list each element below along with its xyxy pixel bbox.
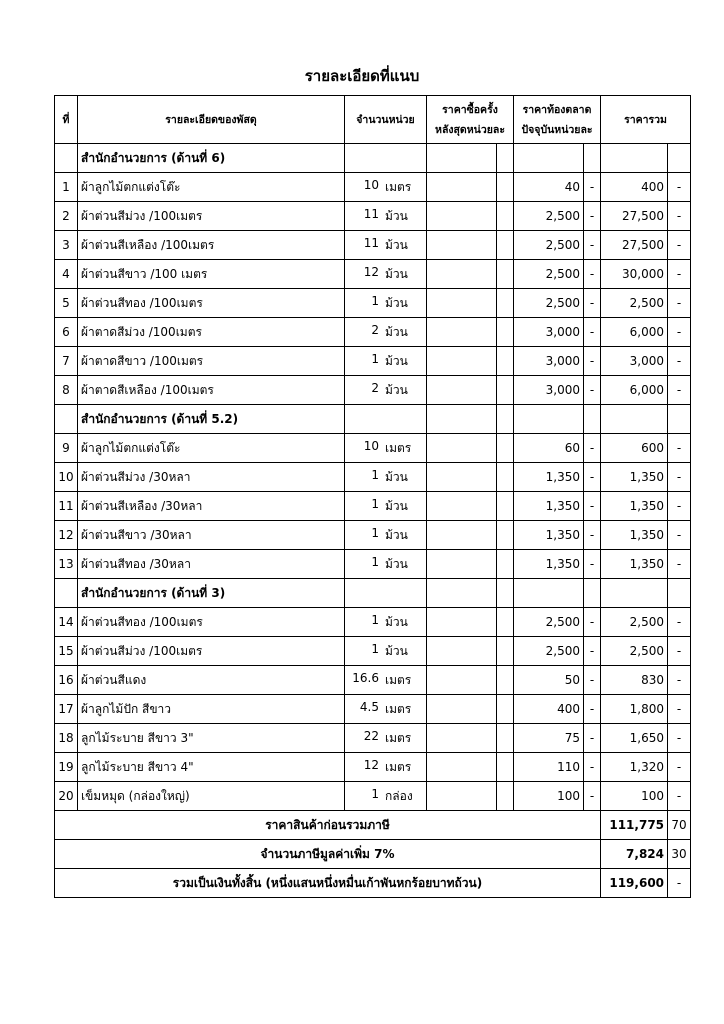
item-description: ผ้าต่วนสีม่วง /100เมตร xyxy=(78,202,345,231)
item-market-price: 110 xyxy=(514,753,584,782)
item-last-price-decimal xyxy=(497,463,514,492)
item-last-price xyxy=(427,347,497,376)
item-total-decimal: - xyxy=(668,347,691,376)
item-total-decimal: - xyxy=(668,608,691,637)
item-last-price xyxy=(427,173,497,202)
item-total: 1,350 xyxy=(601,521,668,550)
item-total: 27,500 xyxy=(601,202,668,231)
item-quantity: 1 xyxy=(371,641,379,656)
item-description: ผ้าต่วนสีขาว /30หลา xyxy=(78,521,345,550)
table-row xyxy=(55,463,691,492)
subtotal-amount: 111,775 xyxy=(601,811,668,840)
vat-label: จำนวนภาษีมูลค่าเพิ่ม 7% xyxy=(55,840,601,869)
header-last-price-line2: หลังสุดหน่วยละ xyxy=(435,123,505,136)
item-total: 830 xyxy=(601,666,668,695)
item-market-price: 1,350 xyxy=(514,550,584,579)
item-quantity-cell xyxy=(345,782,427,811)
section-row xyxy=(55,405,691,434)
table-body xyxy=(55,144,691,811)
item-unit: ม้วน xyxy=(385,498,408,513)
item-unit: เมตร xyxy=(385,672,412,687)
item-quantity-cell xyxy=(345,434,427,463)
item-quantity: 1 xyxy=(371,351,379,366)
item-last-price xyxy=(427,202,497,231)
subtotal-decimal: 70 xyxy=(668,811,691,840)
header-last-price xyxy=(427,96,514,144)
item-no: 7 xyxy=(55,347,78,376)
item-unit: ม้วน xyxy=(385,324,408,339)
item-quantity: 11 xyxy=(363,206,379,221)
item-last-price-decimal xyxy=(497,289,514,318)
item-quantity-cell xyxy=(345,666,427,695)
item-no: 20 xyxy=(55,782,78,811)
item-total-decimal: - xyxy=(668,753,691,782)
item-quantity: 11 xyxy=(363,235,379,250)
table-row xyxy=(55,753,691,782)
item-market-price: 40 xyxy=(514,173,584,202)
header-market-price xyxy=(514,96,601,144)
table-row xyxy=(55,695,691,724)
item-quantity: 1 xyxy=(371,293,379,308)
item-no: 17 xyxy=(55,695,78,724)
item-quantity: 22 xyxy=(363,728,379,743)
item-unit: ม้วน xyxy=(385,208,408,223)
item-last-price-decimal xyxy=(497,666,514,695)
item-description: ผ้าลูกไม้ตกแต่งโต๊ะ xyxy=(78,434,345,463)
item-description: ผ้าตาดสีขาว /100เมตร xyxy=(78,347,345,376)
item-total-decimal: - xyxy=(668,637,691,666)
item-market-price: 2,500 xyxy=(514,637,584,666)
item-last-price xyxy=(427,318,497,347)
item-no: 14 xyxy=(55,608,78,637)
item-description: ผ้าต่วนสีทอง /30หลา xyxy=(78,550,345,579)
item-quantity: 1 xyxy=(371,525,379,540)
item-no: 4 xyxy=(55,260,78,289)
table-row xyxy=(55,666,691,695)
item-market-price: 2,500 xyxy=(514,231,584,260)
table-row xyxy=(55,492,691,521)
table-row xyxy=(55,550,691,579)
section-row xyxy=(55,579,691,608)
item-quantity-cell xyxy=(345,492,427,521)
item-no: 8 xyxy=(55,376,78,405)
item-description: ผ้าต่วนสีเหลือง /100เมตร xyxy=(78,231,345,260)
item-quantity-cell xyxy=(345,347,427,376)
item-unit: ม้วน xyxy=(385,295,408,310)
item-total: 2,500 xyxy=(601,637,668,666)
item-unit: เมตร xyxy=(385,179,412,194)
item-market-price-decimal: - xyxy=(584,173,601,202)
item-no: 9 xyxy=(55,434,78,463)
item-quantity-cell xyxy=(345,202,427,231)
item-total-decimal: - xyxy=(668,782,691,811)
item-last-price-decimal xyxy=(497,724,514,753)
item-last-price xyxy=(427,492,497,521)
section-name: สำนักอำนวยการ (ด้านที่ 3) xyxy=(78,579,345,608)
item-total: 2,500 xyxy=(601,289,668,318)
header-last-price-line1: ราคาซื้อครั้ง xyxy=(442,103,498,116)
item-no: 15 xyxy=(55,637,78,666)
item-total: 1,350 xyxy=(601,463,668,492)
item-no: 1 xyxy=(55,173,78,202)
section-row xyxy=(55,144,691,173)
item-description: ผ้าต่วนสีขาว /100 เมตร xyxy=(78,260,345,289)
item-last-price-decimal xyxy=(497,753,514,782)
item-unit: ม้วน xyxy=(385,266,408,281)
item-market-price: 1,350 xyxy=(514,521,584,550)
item-last-price xyxy=(427,231,497,260)
item-market-price: 2,500 xyxy=(514,202,584,231)
section-name: สำนักอำนวยการ (ด้านที่ 5.2) xyxy=(78,405,345,434)
item-last-price xyxy=(427,521,497,550)
item-last-price xyxy=(427,608,497,637)
subtotal-row xyxy=(55,811,691,840)
item-market-price-decimal: - xyxy=(584,695,601,724)
item-quantity-cell xyxy=(345,695,427,724)
table-row xyxy=(55,434,691,463)
item-quantity: 1 xyxy=(371,786,379,801)
item-market-price-decimal: - xyxy=(584,724,601,753)
item-market-price-decimal: - xyxy=(584,753,601,782)
item-unit: เมตร xyxy=(385,701,412,716)
grand-total-label: รวมเป็นเงินทั้งสิ้น (หนึ่งแสนหนึ่งหมื่นเก้าพันหกร้อยบาทถ้วน) xyxy=(55,869,601,898)
item-quantity: 12 xyxy=(363,757,379,772)
item-unit: ม้วน xyxy=(385,643,408,658)
item-market-price-decimal: - xyxy=(584,289,601,318)
item-quantity-cell xyxy=(345,289,427,318)
item-quantity-cell xyxy=(345,318,427,347)
item-total: 600 xyxy=(601,434,668,463)
table-row xyxy=(55,260,691,289)
table-row xyxy=(55,782,691,811)
table-row xyxy=(55,521,691,550)
document-title: รายละเอียดที่แนบ xyxy=(304,67,420,85)
item-last-price-decimal xyxy=(497,202,514,231)
item-last-price xyxy=(427,724,497,753)
item-unit: ม้วน xyxy=(385,556,408,571)
item-market-price-decimal: - xyxy=(584,666,601,695)
item-market-price-decimal: - xyxy=(584,376,601,405)
item-quantity: 2 xyxy=(371,322,379,337)
item-last-price-decimal xyxy=(497,492,514,521)
header-quantity: จำนวนหน่วย xyxy=(345,96,427,144)
item-market-price: 1,350 xyxy=(514,492,584,521)
item-quantity-cell xyxy=(345,231,427,260)
item-last-price xyxy=(427,550,497,579)
item-market-price-decimal: - xyxy=(584,347,601,376)
item-quantity: 2 xyxy=(371,380,379,395)
item-market-price: 75 xyxy=(514,724,584,753)
header-row xyxy=(55,96,691,144)
item-last-price xyxy=(427,637,497,666)
item-quantity: 10 xyxy=(363,438,379,453)
item-last-price xyxy=(427,260,497,289)
header-market-price-line1: ราคาท้องตลาด xyxy=(522,103,592,116)
item-quantity: 1 xyxy=(371,612,379,627)
item-total-decimal: - xyxy=(668,289,691,318)
item-total: 1,350 xyxy=(601,492,668,521)
item-total: 27,500 xyxy=(601,231,668,260)
subtotal-label: ราคาสินค้าก่อนรวมภาษี xyxy=(55,811,601,840)
item-description: ลูกไม้ระบาย สีขาว 3" xyxy=(78,724,345,753)
item-market-price-decimal: - xyxy=(584,521,601,550)
item-unit: กล่อง xyxy=(385,788,413,803)
item-total-decimal: - xyxy=(668,318,691,347)
grand-total-row xyxy=(55,869,691,898)
item-total-decimal: - xyxy=(668,231,691,260)
item-market-price: 2,500 xyxy=(514,608,584,637)
item-total-decimal: - xyxy=(668,724,691,753)
header-market-price-line2: ปัจจุบันหน่วยละ xyxy=(521,123,593,136)
item-unit: ม้วน xyxy=(385,469,408,484)
item-total-decimal: - xyxy=(668,376,691,405)
item-quantity-cell xyxy=(345,550,427,579)
item-market-price-decimal: - xyxy=(584,608,601,637)
item-no: 18 xyxy=(55,724,78,753)
item-description: ลูกไม้ระบาย สีขาว 4" xyxy=(78,753,345,782)
item-description: ผ้าลูกไม้ตกแต่งโต๊ะ xyxy=(78,173,345,202)
item-total-decimal: - xyxy=(668,550,691,579)
item-unit: เมตร xyxy=(385,440,412,455)
item-total: 6,000 xyxy=(601,376,668,405)
item-quantity-cell xyxy=(345,724,427,753)
item-quantity-cell xyxy=(345,376,427,405)
item-last-price-decimal xyxy=(497,637,514,666)
table-row xyxy=(55,173,691,202)
item-total-decimal: - xyxy=(668,666,691,695)
item-unit: ม้วน xyxy=(385,527,408,542)
item-quantity-cell xyxy=(345,608,427,637)
item-market-price: 2,500 xyxy=(514,260,584,289)
item-quantity: 12 xyxy=(363,264,379,279)
table-row xyxy=(55,637,691,666)
item-description: ผ้าตาดสีม่วง /100เมตร xyxy=(78,318,345,347)
table-row xyxy=(55,318,691,347)
item-no: 2 xyxy=(55,202,78,231)
item-market-price-decimal: - xyxy=(584,318,601,347)
grand-total-decimal: - xyxy=(668,869,691,898)
item-last-price xyxy=(427,695,497,724)
item-quantity: 1 xyxy=(371,496,379,511)
item-last-price xyxy=(427,753,497,782)
item-total-decimal: - xyxy=(668,202,691,231)
item-description: ผ้าต่วนสีทอง /100เมตร xyxy=(78,608,345,637)
item-market-price: 3,000 xyxy=(514,347,584,376)
item-total-decimal: - xyxy=(668,521,691,550)
item-total-decimal: - xyxy=(668,463,691,492)
item-unit: เมตร xyxy=(385,730,412,745)
item-description: ผ้าต่วนสีม่วง /100เมตร xyxy=(78,637,345,666)
item-no: 12 xyxy=(55,521,78,550)
table-row xyxy=(55,202,691,231)
item-last-price xyxy=(427,666,497,695)
items-table xyxy=(54,95,691,898)
item-description: ผ้าต่วนสีแดง xyxy=(78,666,345,695)
item-market-price: 3,000 xyxy=(514,376,584,405)
item-quantity: 10 xyxy=(363,177,379,192)
grand-total-amount: 119,600 xyxy=(601,869,668,898)
item-no: 16 xyxy=(55,666,78,695)
item-description: ผ้าตาดสีเหลือง /100เมตร xyxy=(78,376,345,405)
vat-decimal: 30 xyxy=(668,840,691,869)
table-row xyxy=(55,231,691,260)
item-quantity-cell xyxy=(345,521,427,550)
item-description: เข็มหมุด (กล่องใหญ่) xyxy=(78,782,345,811)
item-quantity: 4.5 xyxy=(359,699,379,714)
item-last-price xyxy=(427,463,497,492)
section-name: สำนักอำนวยการ (ด้านที่ 6) xyxy=(78,144,345,173)
item-total: 400 xyxy=(601,173,668,202)
item-description: ผ้าต่วนสีเหลือง /30หลา xyxy=(78,492,345,521)
item-quantity-cell xyxy=(345,173,427,202)
item-description: ผ้าลูกไม้ปัก สีขาว xyxy=(78,695,345,724)
item-total-decimal: - xyxy=(668,695,691,724)
item-market-price-decimal: - xyxy=(584,434,601,463)
item-total-decimal: - xyxy=(668,173,691,202)
item-last-price xyxy=(427,376,497,405)
item-total: 6,000 xyxy=(601,318,668,347)
item-market-price-decimal: - xyxy=(584,260,601,289)
item-unit: เมตร xyxy=(385,759,412,774)
item-total: 1,800 xyxy=(601,695,668,724)
item-quantity-cell xyxy=(345,753,427,782)
item-market-price-decimal: - xyxy=(584,550,601,579)
item-total: 30,000 xyxy=(601,260,668,289)
item-last-price-decimal xyxy=(497,376,514,405)
item-market-price: 1,350 xyxy=(514,463,584,492)
item-market-price: 100 xyxy=(514,782,584,811)
item-total-decimal: - xyxy=(668,434,691,463)
vat-row xyxy=(55,840,691,869)
item-total-decimal: - xyxy=(668,492,691,521)
item-total: 1,650 xyxy=(601,724,668,753)
table-row xyxy=(55,376,691,405)
item-market-price-decimal: - xyxy=(584,202,601,231)
table-row xyxy=(55,347,691,376)
item-no: 6 xyxy=(55,318,78,347)
item-total: 1,320 xyxy=(601,753,668,782)
item-no: 5 xyxy=(55,289,78,318)
item-market-price: 400 xyxy=(514,695,584,724)
table-row xyxy=(55,289,691,318)
item-no: 10 xyxy=(55,463,78,492)
item-last-price-decimal xyxy=(497,318,514,347)
item-last-price-decimal xyxy=(497,260,514,289)
table-row xyxy=(55,724,691,753)
item-last-price-decimal xyxy=(497,347,514,376)
item-quantity-cell xyxy=(345,260,427,289)
item-market-price: 3,000 xyxy=(514,318,584,347)
item-unit: ม้วน xyxy=(385,614,408,629)
item-total-decimal: - xyxy=(668,260,691,289)
item-no: 11 xyxy=(55,492,78,521)
item-unit: ม้วน xyxy=(385,353,408,368)
item-market-price-decimal: - xyxy=(584,492,601,521)
item-unit: ม้วน xyxy=(385,382,408,397)
item-market-price-decimal: - xyxy=(584,463,601,492)
item-last-price xyxy=(427,782,497,811)
item-unit: ม้วน xyxy=(385,237,408,252)
item-market-price: 50 xyxy=(514,666,584,695)
item-quantity: 1 xyxy=(371,467,379,482)
item-market-price: 2,500 xyxy=(514,289,584,318)
item-total: 2,500 xyxy=(601,608,668,637)
item-last-price-decimal xyxy=(497,434,514,463)
item-last-price xyxy=(427,434,497,463)
item-total: 1,350 xyxy=(601,550,668,579)
header-no: ที่ xyxy=(55,96,78,144)
item-quantity: 1 xyxy=(371,554,379,569)
header-total: ราคารวม xyxy=(601,96,691,144)
item-description: ผ้าต่วนสีทอง /100เมตร xyxy=(78,289,345,318)
item-last-price-decimal xyxy=(497,550,514,579)
item-market-price-decimal: - xyxy=(584,637,601,666)
item-market-price-decimal: - xyxy=(584,231,601,260)
item-no: 19 xyxy=(55,753,78,782)
item-total: 100 xyxy=(601,782,668,811)
item-last-price-decimal xyxy=(497,782,514,811)
item-last-price-decimal xyxy=(497,231,514,260)
item-description: ผ้าต่วนสีม่วง /30หลา xyxy=(78,463,345,492)
item-last-price-decimal xyxy=(497,608,514,637)
item-last-price-decimal xyxy=(497,521,514,550)
vat-amount: 7,824 xyxy=(601,840,668,869)
item-market-price-decimal: - xyxy=(584,782,601,811)
item-no: 13 xyxy=(55,550,78,579)
table-row xyxy=(55,608,691,637)
item-last-price-decimal xyxy=(497,695,514,724)
item-quantity-cell xyxy=(345,463,427,492)
item-total: 3,000 xyxy=(601,347,668,376)
item-market-price: 60 xyxy=(514,434,584,463)
item-quantity-cell xyxy=(345,637,427,666)
header-description: รายละเอียดของพัสดุ xyxy=(78,96,345,144)
item-no: 3 xyxy=(55,231,78,260)
item-last-price-decimal xyxy=(497,173,514,202)
item-quantity: 16.6 xyxy=(352,670,379,685)
item-last-price xyxy=(427,289,497,318)
